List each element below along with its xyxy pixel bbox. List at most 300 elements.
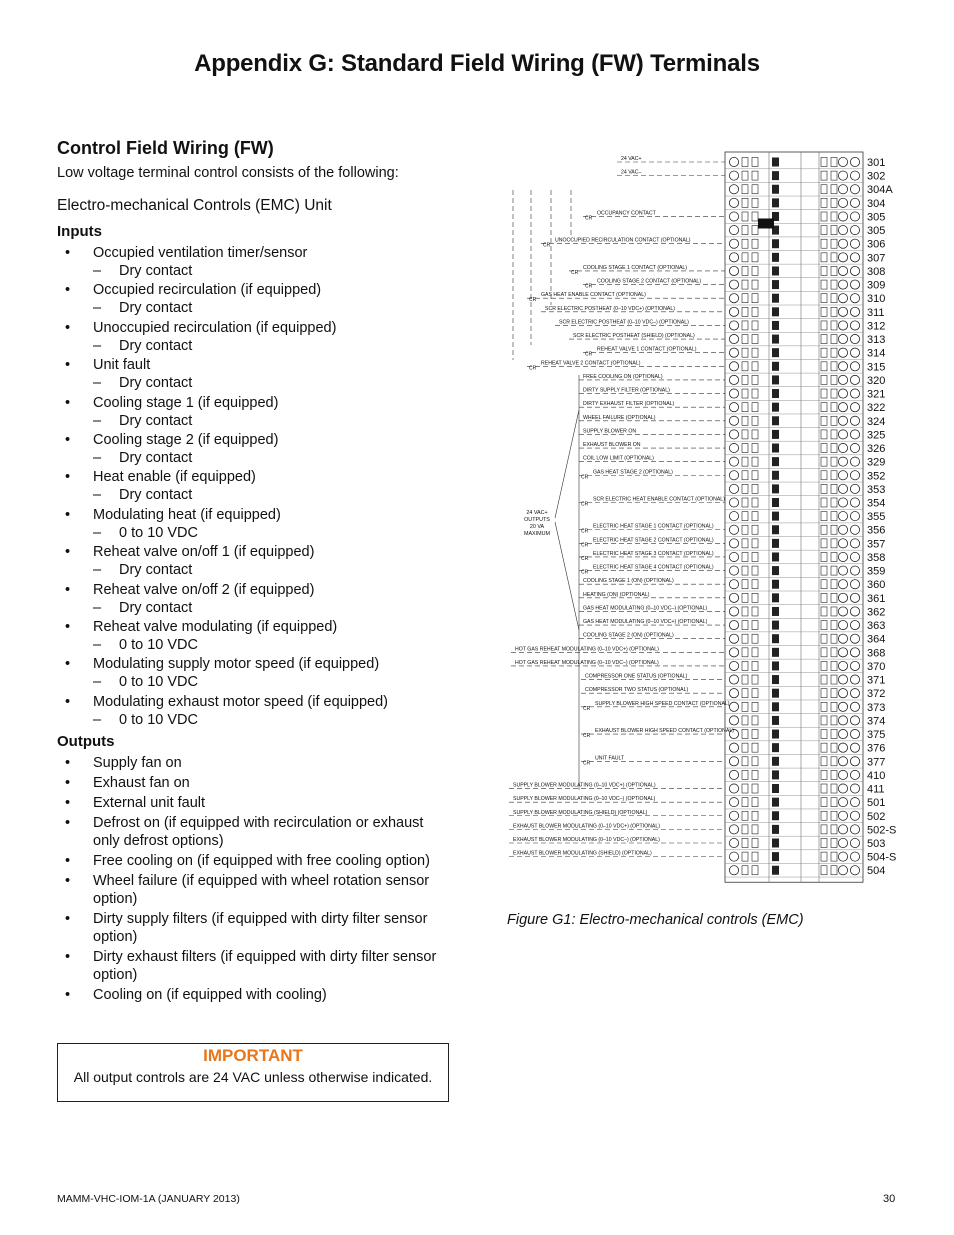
- terminal-slot: [742, 743, 748, 752]
- terminal-screw: [729, 757, 738, 766]
- bullet: •: [65, 431, 71, 448]
- cr-symbol: CR: [583, 705, 591, 712]
- terminal-slot: [831, 784, 837, 793]
- terminal-marker: [772, 307, 779, 316]
- figure-caption: Figure G1: Electro-mechanical controls (EMC): [507, 912, 804, 928]
- terminal-screw: [850, 498, 859, 507]
- wire-label: HEATING (ON) (OPTIONAL): [583, 591, 650, 598]
- terminal-screw: [729, 198, 738, 207]
- terminal-number: 359: [867, 565, 886, 578]
- terminal-slot: [752, 253, 758, 262]
- terminal-number: 357: [867, 538, 886, 551]
- terminal-slot: [752, 403, 758, 412]
- input-item: [57, 468, 452, 504]
- terminal-screw: [850, 661, 859, 670]
- terminal-number: 360: [867, 579, 886, 592]
- terminal-screw: [838, 729, 847, 738]
- terminal-marker: [772, 580, 779, 589]
- terminal-slot: [821, 348, 827, 357]
- terminal-slot: [742, 185, 748, 194]
- terminal-slot: [752, 498, 758, 507]
- wire-label: SUPPLY BLOWER MODULATING (0–10 VDC+) (OPTIONAL): [513, 782, 656, 789]
- terminal-screw: [850, 566, 859, 575]
- bullet: •: [65, 506, 71, 523]
- terminal-slot: [752, 198, 758, 207]
- terminal-slot: [831, 226, 837, 235]
- input-detail: [93, 337, 452, 355]
- dash: –: [93, 524, 102, 541]
- terminal-slot: [742, 525, 748, 534]
- terminal-number: 377: [867, 756, 886, 769]
- terminal-slot: [821, 335, 827, 344]
- terminal-screw: [838, 539, 847, 548]
- terminal-slot: [752, 484, 758, 493]
- terminal-screw: [729, 566, 738, 575]
- terminal-marker: [772, 607, 779, 616]
- terminal-screw: [850, 403, 859, 412]
- bullet: •: [65, 693, 71, 710]
- output-item: [57, 814, 452, 850]
- terminal-slot: [821, 444, 827, 453]
- terminal-screw: [838, 743, 847, 752]
- terminal-marker: [772, 866, 779, 875]
- terminal-screw: [838, 634, 847, 643]
- terminal-screw: [838, 484, 847, 493]
- terminal-slot: [752, 307, 758, 316]
- input-label: Cooling stage 1 (if equipped): [93, 394, 279, 411]
- terminal-slot: [752, 852, 758, 861]
- subsection-title: Electro-mechanical Controls (EMC) Unit: [57, 197, 332, 214]
- input-label: Reheat valve on/off 1 (if equipped): [93, 544, 315, 561]
- terminal-slot: [821, 566, 827, 575]
- terminal-number: 325: [867, 429, 886, 442]
- input-item: [57, 281, 452, 317]
- terminal-screw: [729, 457, 738, 466]
- terminal-screw: [729, 661, 738, 670]
- wire-label: SCR ELECTRIC HEAT ENABLE CONTACT (OPTIONAL): [593, 496, 725, 503]
- terminal-slot: [742, 348, 748, 357]
- terminal-slot: [752, 634, 758, 643]
- output-item: [57, 754, 452, 772]
- terminal-screw: [850, 675, 859, 684]
- terminal-screw: [729, 266, 738, 275]
- terminal-screw: [838, 525, 847, 534]
- input-label: Occupied recirculation (if equipped): [93, 282, 322, 299]
- terminal-slot: [821, 430, 827, 439]
- wire-label: GAS HEAT STAGE 2 (OPTIONAL): [593, 469, 673, 476]
- bullet: •: [65, 774, 71, 791]
- output-item: [57, 774, 452, 792]
- terminal-screw: [850, 552, 859, 561]
- terminal-slot: [821, 226, 827, 235]
- terminal-screw: [729, 471, 738, 480]
- cr-symbol: CR: [581, 474, 589, 481]
- bullet: •: [65, 319, 71, 336]
- terminal-slot: [821, 743, 827, 752]
- terminal-screw: [850, 294, 859, 303]
- cr-symbol: CR: [583, 733, 591, 740]
- terminal-screw: [850, 226, 859, 235]
- terminal-screw: [850, 266, 859, 275]
- terminal-screw: [838, 580, 847, 589]
- terminal-slot: [752, 566, 758, 575]
- terminal-slot: [742, 852, 748, 861]
- terminal-marker: [772, 675, 779, 684]
- wire-label: EXHAUST BLOWER MODULATING (0–10 VDC+) (OPTIONAL): [513, 823, 660, 830]
- terminal-marker: [772, 253, 779, 262]
- terminal-screw: [850, 157, 859, 166]
- terminal-screw: [838, 185, 847, 194]
- cr-symbol: CR: [583, 760, 591, 767]
- terminal-screw: [850, 539, 859, 548]
- terminal-screw: [850, 430, 859, 439]
- terminal-number: 502-S: [867, 824, 897, 837]
- source-label: 20 VA: [529, 524, 545, 530]
- terminal-marker: [772, 158, 779, 167]
- terminal-slot: [742, 457, 748, 466]
- terminal-screw: [729, 838, 738, 847]
- output-label: Cooling on (if equipped with cooling): [93, 986, 327, 1003]
- terminal-screw: [850, 716, 859, 725]
- input-detail: [93, 636, 452, 654]
- terminal-slot: [821, 416, 827, 425]
- terminal-screw: [729, 239, 738, 248]
- wire-label: ELECTRIC HEAT STAGE 4 CONTACT (OPTIONAL): [593, 564, 714, 571]
- terminal-screw: [838, 253, 847, 262]
- terminal-slot: [831, 702, 837, 711]
- terminal-screw: [838, 716, 847, 725]
- terminal-number: 302: [867, 170, 886, 183]
- terminal-screw: [838, 607, 847, 616]
- terminal-screw: [838, 266, 847, 275]
- terminal-number: 326: [867, 443, 886, 456]
- terminal-slot: [752, 239, 758, 248]
- bullet: •: [65, 986, 71, 1003]
- cr-symbol: CR: [529, 297, 537, 304]
- output-item: [57, 852, 452, 870]
- terminal-screw: [838, 661, 847, 670]
- left-column: [57, 138, 452, 1006]
- terminal-screw: [729, 348, 738, 357]
- dash: –: [93, 375, 102, 392]
- terminal-number: 310: [867, 293, 886, 306]
- terminal-slot: [831, 362, 837, 371]
- terminal-slot: [821, 457, 827, 466]
- terminal-slot: [752, 321, 758, 330]
- terminal-screw: [850, 689, 859, 698]
- terminal-screw: [838, 307, 847, 316]
- terminal-screw: [838, 226, 847, 235]
- terminal-screw: [729, 620, 738, 629]
- terminal-slot: [831, 512, 837, 521]
- terminal-slot: [742, 593, 748, 602]
- terminal-screw: [838, 689, 847, 698]
- terminal-screw: [838, 157, 847, 166]
- terminal-slot: [752, 444, 758, 453]
- terminal-screw: [729, 307, 738, 316]
- terminal-screw: [729, 825, 738, 834]
- terminal-slot: [742, 798, 748, 807]
- dash: –: [93, 300, 102, 317]
- terminal-slot: [821, 811, 827, 820]
- terminal-screw: [729, 593, 738, 602]
- terminal-slot: [752, 280, 758, 289]
- terminal-screw: [850, 212, 859, 221]
- terminal-slot: [821, 512, 827, 521]
- terminal-marker: [772, 648, 779, 657]
- terminal-screw: [729, 294, 738, 303]
- terminal-marker: [772, 566, 779, 575]
- dash: –: [93, 636, 102, 653]
- terminal-slot: [831, 770, 837, 779]
- terminal-slot: [821, 825, 827, 834]
- terminal-number: 305: [867, 225, 886, 238]
- terminal-slot: [821, 471, 827, 480]
- terminal-slot: [821, 661, 827, 670]
- terminal-slot: [831, 294, 837, 303]
- terminal-screw: [850, 770, 859, 779]
- terminal-screw: [850, 729, 859, 738]
- terminal-screw: [729, 321, 738, 330]
- terminal-screw: [729, 539, 738, 548]
- terminal-slot: [752, 348, 758, 357]
- terminal-screw: [838, 362, 847, 371]
- terminal-slot: [831, 280, 837, 289]
- wire-label: SCR ELECTRIC POSTHEAT (0–10 VDC+) (OPTIONAL): [545, 305, 675, 312]
- input-item: [57, 356, 452, 392]
- terminal-number: 306: [867, 238, 886, 251]
- terminal-slot: [752, 621, 758, 630]
- terminal-number: 356: [867, 524, 886, 537]
- terminal-slot: [742, 294, 748, 303]
- terminal-slot: [831, 539, 837, 548]
- bullet: •: [65, 581, 71, 598]
- terminal-marker: [772, 321, 779, 330]
- terminal-slot: [742, 661, 748, 670]
- terminal-slot: [821, 552, 827, 561]
- dash: –: [93, 263, 102, 279]
- wire-label: OCCUPANCY CONTACT: [597, 210, 656, 217]
- terminal-screw: [838, 566, 847, 575]
- bullet: •: [65, 469, 71, 486]
- dash: –: [93, 449, 102, 466]
- terminal-screw: [850, 185, 859, 194]
- output-label: Exhaust fan on: [93, 774, 190, 791]
- terminal-screw: [850, 443, 859, 452]
- terminal-screw: [850, 702, 859, 711]
- terminal-slot: [821, 403, 827, 412]
- terminal-slot: [831, 648, 837, 657]
- terminal-slot: [821, 675, 827, 684]
- terminal-slot: [831, 389, 837, 398]
- input-detail-text: Dry contact: [119, 412, 193, 429]
- terminal-marker: [772, 457, 779, 466]
- wire-label: WHEEL FAILURE (OPTIONAL): [583, 414, 656, 421]
- terminal-slot: [821, 307, 827, 316]
- input-detail-text: Dry contact: [119, 375, 193, 392]
- terminal-slot: [831, 307, 837, 316]
- output-item: [57, 794, 452, 812]
- terminal-screw: [838, 620, 847, 629]
- bullet: •: [65, 618, 71, 635]
- terminal-slot: [831, 484, 837, 493]
- source-label: MAXIMUM: [523, 531, 551, 537]
- cr-symbol: CR: [529, 365, 537, 372]
- terminal-marker: [772, 185, 779, 194]
- wire-label: UNIT FAULT: [595, 755, 625, 762]
- terminal-marker: [772, 362, 779, 371]
- input-label: Unit fault: [93, 357, 151, 374]
- terminal-screw: [838, 348, 847, 357]
- terminal-slot: [831, 743, 837, 752]
- input-detail: [93, 449, 452, 467]
- terminal-screw: [838, 171, 847, 180]
- terminal-slot: [742, 825, 748, 834]
- terminal-slot: [752, 702, 758, 711]
- input-label: Reheat valve on/off 2 (if equipped): [93, 581, 315, 598]
- terminal-marker: [772, 770, 779, 779]
- terminal-marker: [772, 375, 779, 384]
- terminal-screw: [838, 389, 847, 398]
- terminal-screw: [838, 457, 847, 466]
- terminal-screw: [838, 498, 847, 507]
- terminal-number: 312: [867, 320, 886, 333]
- terminal-slot: [742, 634, 748, 643]
- terminal-marker: [772, 416, 779, 425]
- terminal-marker: [772, 825, 779, 834]
- terminal-slot: [752, 580, 758, 589]
- input-detail-text: Dry contact: [119, 599, 193, 616]
- terminal-slot: [752, 593, 758, 602]
- terminal-slot: [742, 444, 748, 453]
- terminal-slot: [752, 158, 758, 167]
- wire-label: DIRTY EXHAUST FILTER (OPTIONAL): [583, 401, 675, 408]
- terminal-number: 375: [867, 729, 886, 742]
- terminal-slot: [831, 716, 837, 725]
- input-item: [57, 543, 452, 579]
- input-label: Modulating exhaust motor speed (if equipped): [93, 693, 389, 710]
- terminal-slot: [821, 866, 827, 875]
- dash: –: [93, 711, 102, 728]
- terminal-slot: [752, 471, 758, 480]
- terminal-slot: [752, 539, 758, 548]
- terminal-slot: [742, 839, 748, 848]
- terminal-screw: [850, 852, 859, 861]
- terminal-screw: [850, 280, 859, 289]
- terminal-marker: [772, 171, 779, 180]
- terminal-slot: [831, 185, 837, 194]
- bullet: •: [65, 754, 71, 771]
- terminal-screw: [729, 525, 738, 534]
- terminal-number: 370: [867, 660, 886, 673]
- terminal-screw: [838, 212, 847, 221]
- input-item: [57, 394, 452, 430]
- terminal-slot: [752, 266, 758, 275]
- terminal-slot: [742, 389, 748, 398]
- terminal-number: 304: [867, 197, 886, 210]
- terminal-screw: [838, 866, 847, 875]
- bullet: •: [65, 282, 71, 299]
- terminal-slot: [831, 335, 837, 344]
- terminal-marker: [772, 689, 779, 698]
- wire-label: EXHAUST BLOWER MODULATING (0–10 VDC–) (OPTIONAL): [513, 837, 660, 843]
- dash: –: [93, 562, 102, 579]
- terminal-slot: [752, 212, 758, 221]
- wire-label: COOLING STAGE 1 (ON) (OPTIONAL): [583, 578, 674, 585]
- terminal-screw: [850, 866, 859, 875]
- outputs-heading: Outputs: [57, 732, 115, 750]
- terminal-slot: [821, 580, 827, 589]
- terminal-screw: [729, 552, 738, 561]
- terminal-screw: [838, 798, 847, 807]
- terminal-slot: [742, 580, 748, 589]
- terminal-screw: [729, 389, 738, 398]
- terminal-slot: [752, 389, 758, 398]
- terminal-screw: [850, 798, 859, 807]
- terminal-slot: [752, 866, 758, 875]
- terminal-slot: [831, 621, 837, 630]
- terminal-slot: [831, 839, 837, 848]
- terminal-slot: [831, 457, 837, 466]
- terminal-slot: [831, 253, 837, 262]
- terminal-slot: [821, 702, 827, 711]
- wire-label: COOLING STAGE 2 (ON) (OPTIONAL): [583, 632, 674, 639]
- output-item: [57, 948, 452, 984]
- terminal-slot: [821, 634, 827, 643]
- terminal-slot: [742, 484, 748, 493]
- terminal-slot: [742, 403, 748, 412]
- bullet: •: [65, 910, 71, 927]
- wire-label: EXHAUST BLOWER HIGH SPEED CONTACT (OPTIONAL): [595, 728, 734, 735]
- terminal-marker: [772, 811, 779, 820]
- cr-symbol: CR: [585, 215, 593, 222]
- terminal-slot: [752, 661, 758, 670]
- terminal-marker: [772, 539, 779, 548]
- terminal-slot: [831, 593, 837, 602]
- terminal-slot: [752, 811, 758, 820]
- terminal-screw: [729, 362, 738, 371]
- terminal-slot: [742, 757, 748, 766]
- terminal-slot: [742, 253, 748, 262]
- terminal-screw: [838, 825, 847, 834]
- terminal-slot: [831, 552, 837, 561]
- terminal-number: 315: [867, 361, 886, 374]
- terminal-slot: [821, 375, 827, 384]
- terminal-slot: [752, 675, 758, 684]
- page-title: Appendix G: Standard Field Wiring (FW) Terminals: [194, 50, 760, 77]
- terminal-slot: [752, 798, 758, 807]
- terminal-screw: [850, 416, 859, 425]
- output-label: Supply fan on: [93, 754, 182, 771]
- dash: –: [93, 412, 102, 429]
- cr-symbol: CR: [581, 542, 589, 549]
- terminal-marker: [772, 716, 779, 725]
- terminal-screw: [850, 484, 859, 493]
- terminal-marker: [772, 525, 779, 534]
- wire-label: ELECTRIC HEAT STAGE 2 CONTACT (OPTIONAL): [593, 537, 714, 544]
- wire-label: SCR ELECTRIC POSTHEAT (SHIELD) (OPTIONAL): [573, 333, 695, 340]
- terminal-screw: [838, 852, 847, 861]
- terminal-screw: [850, 307, 859, 316]
- terminal-screw: [850, 198, 859, 207]
- jumper-block: [758, 218, 774, 228]
- terminal-slot: [831, 580, 837, 589]
- bullet: •: [65, 948, 71, 965]
- terminal-slot: [742, 198, 748, 207]
- terminal-slot: [742, 716, 748, 725]
- terminal-slot: [821, 389, 827, 398]
- terminal-marker: [772, 757, 779, 766]
